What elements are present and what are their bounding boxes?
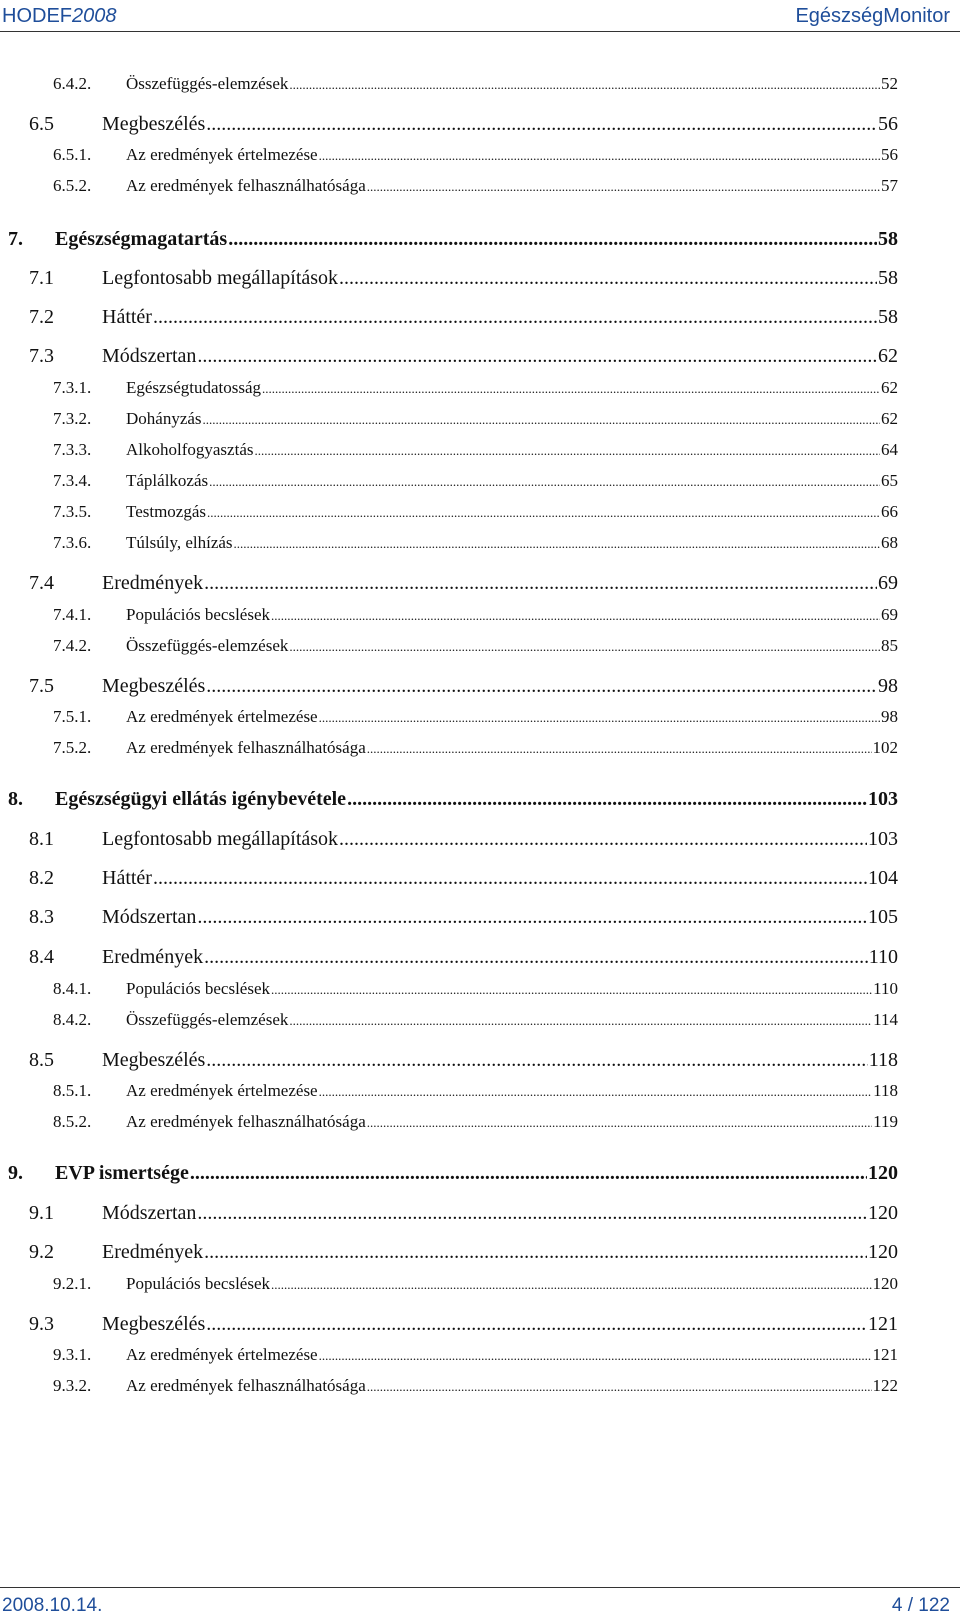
toc-entry-leader: [367, 1112, 872, 1132]
toc-entry[interactable]: [0, 1313, 898, 1336]
toc-entry-page: 66: [881, 502, 898, 521]
toc-entry-page: 120: [868, 1162, 898, 1184]
toc-entry[interactable]: [0, 74, 898, 94]
toc-entry-title: Legfontosabb megállapítások: [102, 828, 339, 850]
toc-entry-number: 6.5: [29, 113, 54, 135]
toc-entry-title: Összefüggés-elemzések: [126, 74, 289, 93]
toc-entry-number: 8.5.1.: [53, 1081, 92, 1100]
header-rule: [0, 31, 960, 32]
toc-entry-leader: [153, 306, 877, 329]
toc-entry[interactable]: [0, 906, 898, 929]
toc-entry[interactable]: [0, 145, 898, 165]
toc-entry-number: 9.2: [29, 1241, 54, 1263]
toc-entry-title: Eredmények: [102, 946, 204, 968]
toc-entry-leader: [206, 675, 877, 698]
toc-entry-number: 7.3.5.: [53, 502, 92, 521]
toc-entry-page: 68: [881, 533, 898, 552]
toc-entry[interactable]: [0, 113, 898, 136]
toc-entry-page: 57: [881, 176, 898, 195]
toc-entry-leader: [367, 1376, 872, 1396]
toc-entry-title: Táplálkozás: [126, 471, 209, 490]
toc-entry[interactable]: [0, 1345, 898, 1365]
toc-entry-title: Módszertan: [102, 345, 197, 367]
header-title: EgészségMonitor: [795, 5, 950, 27]
toc-entry[interactable]: [0, 707, 898, 727]
toc-entry-number: 7.3.4.: [53, 471, 92, 490]
toc-entry-leader: [347, 788, 867, 811]
toc-entry[interactable]: [0, 1274, 898, 1294]
toc-entry-leader: [339, 267, 877, 290]
toc-entry[interactable]: [0, 1112, 898, 1132]
toc-entry-leader: [207, 502, 880, 522]
toc-entry-title: Az eredmények értelmezése: [126, 145, 318, 164]
toc-entry-leader: [289, 74, 880, 94]
toc-entry-number: 7.3: [29, 345, 54, 367]
toc-entry-number: 9.2.1.: [53, 1274, 92, 1293]
toc-entry[interactable]: [0, 867, 898, 890]
toc-entry-title: Háttér: [102, 867, 152, 889]
toc-entry-leader: [206, 1313, 867, 1336]
toc-entry-page: 69: [881, 605, 898, 624]
toc-entry-number: 7.4: [29, 572, 54, 594]
toc-entry-title: Az eredmények felhasználhatósága: [126, 176, 366, 195]
toc-entry[interactable]: [0, 378, 898, 398]
toc-entry-page: 62: [881, 378, 898, 397]
toc-entry-leader: [289, 1010, 872, 1030]
toc-entry-leader: [271, 979, 872, 999]
toc-entry-page: 110: [873, 979, 898, 998]
toc-entry-number: 8.4.2.: [53, 1010, 92, 1029]
toc-entry-number: 7.3.2.: [53, 409, 92, 428]
toc-entry-number: 8.: [8, 788, 23, 810]
toc-entry-title: Megbeszélés: [102, 113, 206, 135]
toc-entry-page: 98: [881, 707, 898, 726]
toc-entry-leader: [206, 113, 877, 136]
toc-entry-leader: [206, 1049, 867, 1072]
toc-entry-leader: [209, 471, 880, 491]
toc-entry-leader: [254, 440, 880, 460]
toc-entry-title: Túlsúly, elhízás: [126, 533, 233, 552]
toc-entry-number: 7.2: [29, 306, 54, 328]
toc-entry-number: 8.4: [29, 946, 54, 968]
toc-entry-leader: [319, 1345, 872, 1365]
toc-entry-page: 119: [873, 1112, 898, 1131]
toc-entry-page: 58: [878, 267, 898, 289]
toc-entry[interactable]: [0, 471, 898, 491]
toc-entry-title: Módszertan: [102, 1202, 197, 1224]
footer-date: 2008.10.14.: [2, 1595, 103, 1616]
toc-entry-number: 6.5.1.: [53, 145, 92, 164]
toc-entry-page: 105: [868, 906, 898, 928]
toc-entry[interactable]: [0, 440, 898, 460]
toc-entry-title: Egészségmagatartás: [55, 228, 228, 250]
toc-entry-number: 8.4.1.: [53, 979, 92, 998]
toc-entry-title: Eredmények: [102, 572, 204, 594]
toc-entry-number: 9.: [8, 1162, 23, 1184]
toc-entry-title: Az eredmények értelmezése: [126, 1345, 318, 1364]
toc-entry[interactable]: [0, 1049, 898, 1072]
toc-entry[interactable]: [0, 176, 898, 196]
toc-entry-leader: [197, 906, 867, 929]
toc-entry-leader: [190, 1162, 867, 1185]
toc-entry-page: 65: [881, 471, 898, 490]
toc-entry-title: Egészségtudatosság: [126, 378, 262, 397]
toc-entry-title: Az eredmények felhasználhatósága: [126, 1376, 366, 1395]
toc-entry-page: 121: [872, 1345, 898, 1364]
toc-entry[interactable]: [0, 1081, 898, 1101]
toc-entry-leader: [204, 946, 868, 969]
toc-entry-title: Összefüggés-elemzések: [126, 636, 289, 655]
toc-entry-title: Megbeszélés: [102, 1313, 206, 1335]
toc-entry-leader: [153, 867, 867, 890]
toc-entry-number: 9.3.1.: [53, 1345, 92, 1364]
toc-entry-page: 103: [868, 788, 898, 810]
toc-entry-number: 7.4.2.: [53, 636, 92, 655]
toc-entry-number: 9.1: [29, 1202, 54, 1224]
toc-entry-leader: [319, 1081, 873, 1101]
toc-entry-number: 7.4.1.: [53, 605, 92, 624]
toc-entry-number: 7.3.6.: [53, 533, 92, 552]
toc-entry-leader: [203, 409, 880, 429]
toc-entry[interactable]: [0, 345, 898, 368]
toc-entry[interactable]: [0, 572, 898, 595]
toc-entry-page: 118: [868, 1049, 898, 1071]
toc-entry-page: 118: [873, 1081, 898, 1100]
toc-entry-number: 8.1: [29, 828, 54, 850]
toc-entry[interactable]: [0, 533, 898, 553]
toc-entry-title: Populációs becslések: [126, 1274, 270, 1293]
toc-entry-number: 7.5.1.: [53, 707, 92, 726]
page-header: [0, 0, 960, 32]
toc-entry-page: 69: [878, 572, 898, 594]
toc-entry-page: 120: [868, 1241, 898, 1263]
toc-entry[interactable]: [0, 1010, 898, 1030]
toc-entry[interactable]: [0, 946, 898, 969]
toc-entry-page: 56: [881, 145, 898, 164]
toc-entry-leader: [271, 605, 880, 625]
toc-entry-page: 122: [872, 1376, 898, 1395]
toc-entry-leader: [234, 533, 880, 553]
toc-entry-leader: [319, 145, 880, 165]
toc-entry[interactable]: [0, 788, 898, 811]
toc-entry-page: 62: [878, 345, 898, 367]
toc-entry-number: 7.: [8, 228, 23, 250]
header-brand-year: 2008: [72, 5, 117, 27]
toc-entry-number: 7.3.3.: [53, 440, 92, 459]
toc-entry-page: 110: [868, 946, 898, 968]
toc-entry-leader: [271, 1274, 872, 1294]
toc-entry-number: 8.2: [29, 867, 54, 889]
toc-entry-leader: [228, 228, 877, 251]
toc-entry-leader: [367, 738, 872, 758]
toc-entry-number: 7.3.1.: [53, 378, 92, 397]
toc-entry-title: Testmozgás: [126, 502, 207, 521]
toc-entry[interactable]: [0, 1202, 898, 1225]
toc-entry-page: 56: [878, 113, 898, 135]
toc-entry[interactable]: [0, 828, 898, 851]
toc-entry-page: 85: [881, 636, 898, 655]
toc-entry-title: Populációs becslések: [126, 605, 270, 624]
toc-entry-page: 64: [881, 440, 898, 459]
toc-entry-title: EVP ismertsége: [55, 1162, 189, 1184]
toc-entry-number: 7.1: [29, 267, 54, 289]
toc-entry[interactable]: [0, 1241, 898, 1264]
toc-entry-leader: [319, 707, 880, 727]
toc-entry-number: 6.4.2.: [53, 74, 92, 93]
toc-entry-page: 120: [872, 1274, 898, 1293]
toc-entry-leader: [204, 1241, 867, 1264]
toc-entry-page: 58: [878, 228, 898, 250]
header-brand-name: HODEF: [2, 5, 72, 27]
toc-entry-number: 8.3: [29, 906, 54, 928]
toc-entry[interactable]: [0, 738, 898, 758]
toc-entry[interactable]: [0, 636, 898, 656]
toc-entry-title: Az eredmények felhasználhatósága: [126, 1112, 366, 1131]
toc-entry-title: Legfontosabb megállapítások: [102, 267, 339, 289]
toc-entry-title: Eredmények: [102, 1241, 204, 1263]
toc-entry-page: 102: [872, 738, 898, 757]
toc-entry-leader: [289, 636, 880, 656]
toc-entry-number: 7.5.2.: [53, 738, 92, 757]
toc-entry-page: 103: [868, 828, 898, 850]
toc-entry-title: Megbeszélés: [102, 1049, 206, 1071]
toc-entry[interactable]: [0, 306, 898, 329]
toc-entry-title: Populációs becslések: [126, 979, 270, 998]
toc-entry[interactable]: [0, 605, 898, 625]
toc-entry-title: Dohányzás: [126, 409, 202, 428]
toc-entry-title: Az eredmények felhasználhatósága: [126, 738, 366, 757]
toc-entry-page: 104: [868, 867, 898, 889]
toc-entry-number: 6.5.2.: [53, 176, 92, 195]
toc-entry-page: 58: [878, 306, 898, 328]
toc-entry-number: 8.5: [29, 1049, 54, 1071]
toc-entry[interactable]: [0, 675, 898, 698]
toc-entry[interactable]: [0, 267, 898, 290]
toc-entry-leader: [204, 572, 877, 595]
toc-entry-title: Háttér: [102, 306, 152, 328]
header-brand: [2, 5, 117, 28]
toc-entry-leader: [197, 345, 877, 368]
toc-entry-number: 9.3: [29, 1313, 54, 1335]
toc-entry-page: 62: [881, 409, 898, 428]
toc-entry-leader: [197, 1202, 867, 1225]
toc-entry-title: Alkoholfogyasztás: [126, 440, 254, 459]
toc-entry[interactable]: [0, 502, 898, 522]
toc-entry-title: Egészségügyi ellátás igénybevétele: [55, 788, 347, 810]
toc-entry-leader: [262, 378, 880, 398]
toc-entry-page: 114: [873, 1010, 898, 1029]
toc-entry-page: 120: [868, 1202, 898, 1224]
toc-entry[interactable]: [0, 228, 898, 251]
toc-entry-page: 121: [868, 1313, 898, 1335]
toc-entry[interactable]: [0, 1162, 898, 1185]
toc-entry-page: 98: [878, 675, 898, 697]
footer-page-indicator: 4 / 122: [891, 1595, 950, 1616]
toc-entry[interactable]: [0, 409, 898, 429]
toc-entry-title: Összefüggés-elemzések: [126, 1010, 289, 1029]
footer-rule: [0, 1587, 960, 1588]
toc-entry[interactable]: [0, 979, 898, 999]
toc-entry[interactable]: [0, 1376, 898, 1396]
toc-entry-title: Az eredmények értelmezése: [126, 707, 318, 726]
toc-entry-page: 52: [881, 74, 898, 93]
toc-entry-number: 8.5.2.: [53, 1112, 92, 1131]
toc-entry-number: 7.5: [29, 675, 54, 697]
toc-entry-leader: [367, 176, 880, 196]
toc-entry-title: Az eredmények értelmezése: [126, 1081, 318, 1100]
toc-entry-number: 9.3.2.: [53, 1376, 92, 1395]
toc-entry-leader: [339, 828, 867, 851]
toc-entry-title: Megbeszélés: [102, 675, 206, 697]
toc-entry-title: Módszertan: [102, 906, 197, 928]
